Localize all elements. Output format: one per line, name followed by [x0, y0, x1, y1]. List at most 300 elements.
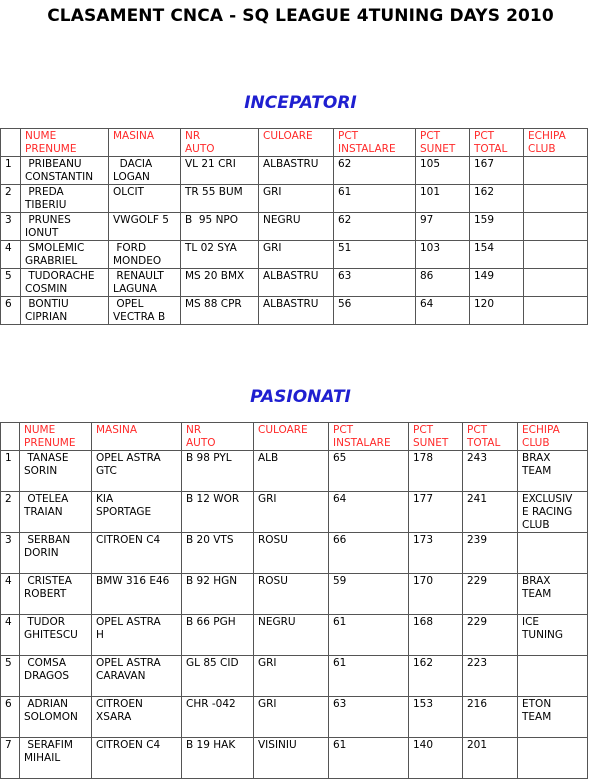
table-cell [92, 615, 182, 656]
table-cell [92, 656, 182, 697]
cell-line: BONTIU [25, 298, 69, 310]
cell-line [96, 437, 177, 450]
cell-line: 101 [420, 186, 441, 198]
cell-line: SUNET [420, 143, 456, 155]
cell-line [186, 724, 249, 737]
cell-line [263, 143, 329, 156]
cell-line: ROSU [258, 534, 288, 546]
cell-line: CITROEN [96, 698, 143, 710]
cell-line: 167 [474, 158, 495, 170]
cell-line: GRI [258, 493, 277, 505]
cell-line: ALBASTRU [263, 298, 319, 310]
cell-line: 229 [467, 616, 488, 628]
cell-line: TEAM [522, 588, 552, 600]
cell-line: TUNING [522, 629, 564, 641]
cell-line [24, 601, 87, 614]
cell-line [413, 519, 458, 532]
cell-line [24, 560, 87, 573]
table-cell [524, 241, 588, 269]
table-row [1, 213, 588, 241]
cell-line [96, 560, 177, 573]
cell-line: B 20 VTS [186, 534, 234, 546]
table-cell [21, 269, 109, 297]
cell-line: TANASE [24, 452, 69, 464]
cell-line: 154 [474, 242, 495, 254]
cell-line [5, 711, 15, 724]
table-cell [518, 492, 588, 533]
table-cell [109, 213, 181, 241]
table-cell [254, 451, 329, 492]
cell-line: 2 [5, 493, 12, 505]
cell-line [528, 283, 583, 296]
cell-line: 7 [5, 739, 12, 751]
cell-line: SMOLEMIC [25, 242, 85, 254]
column-header [259, 129, 334, 157]
cell-line [96, 752, 177, 765]
cell-line [5, 478, 15, 491]
table-cell [109, 297, 181, 325]
cell-line [113, 143, 176, 156]
cell-line: PRENUME [24, 437, 76, 449]
cell-line [333, 642, 404, 655]
table-cell [329, 656, 409, 697]
cell-line [522, 642, 583, 655]
cell-line [333, 670, 404, 683]
cell-line [258, 642, 324, 655]
cell-line: GTC [96, 465, 117, 477]
cell-line [186, 588, 249, 601]
cell-line [333, 506, 404, 519]
table-cell [20, 533, 92, 574]
cell-line [5, 642, 15, 655]
cell-line [528, 298, 583, 311]
cell-line: H [96, 629, 104, 641]
cell-line [5, 255, 16, 268]
cell-line [522, 739, 583, 752]
cell-line: 4 [5, 575, 12, 587]
cell-line [5, 437, 15, 450]
cell-line: B 92 HGN [186, 575, 238, 587]
table-cell [463, 533, 518, 574]
cell-line [474, 311, 519, 324]
cell-line: AUTO [185, 143, 215, 155]
column-header [1, 129, 21, 157]
column-header [409, 423, 463, 451]
cell-line: NUME [24, 424, 56, 436]
cell-line: ADRIAN [24, 698, 69, 710]
cell-line [258, 547, 324, 560]
table-cell [259, 157, 334, 185]
table-cell [109, 157, 181, 185]
table-row [1, 269, 588, 297]
cell-line: XSARA [96, 711, 132, 723]
cell-line [5, 588, 15, 601]
cell-line: 56 [338, 298, 352, 310]
cell-line: SOLOMON [24, 711, 78, 723]
cell-line [467, 465, 513, 478]
cell-line: BMW 316 E46 [96, 575, 170, 587]
cell-line: 159 [474, 214, 495, 226]
cell-line [5, 199, 16, 212]
cell-line [185, 255, 254, 268]
table-cell [1, 615, 20, 656]
cell-line [186, 478, 249, 491]
cell-line [474, 171, 519, 184]
cell-line: TOTAL [474, 143, 508, 155]
table-cell [254, 656, 329, 697]
column-header [20, 423, 92, 451]
cell-line [96, 683, 177, 696]
cell-line: CULOARE [263, 130, 313, 142]
cell-line: TR 55 BUM [185, 186, 243, 198]
table-cell [1, 738, 20, 779]
cell-line: CRISTEA [24, 575, 72, 587]
column-header [92, 423, 182, 451]
table-cell [259, 297, 334, 325]
cell-line: DRAGOS [24, 670, 70, 682]
cell-line: MASINA [113, 130, 155, 142]
cell-line: OPEL ASTRA [96, 657, 161, 669]
table-cell [329, 492, 409, 533]
cell-line [96, 601, 177, 614]
cell-line: ETON [522, 698, 552, 710]
cell-line [5, 311, 16, 324]
cell-line: B 12 WOR [186, 493, 240, 505]
cell-line [522, 560, 583, 573]
cell-line: GRI [263, 186, 282, 198]
cell-line [186, 506, 249, 519]
cell-line: 170 [413, 575, 434, 587]
cell-line: CONSTANTIN [25, 171, 94, 183]
cell-line: 223 [467, 657, 488, 669]
cell-line [333, 560, 404, 573]
table-cell [20, 492, 92, 533]
cell-line [258, 629, 324, 642]
column-header [329, 423, 409, 451]
cell-line: 1 [5, 452, 12, 464]
table-cell [92, 451, 182, 492]
cell-line [528, 242, 583, 255]
cell-line [113, 199, 176, 212]
table-cell [92, 738, 182, 779]
cell-line: NUME [25, 130, 57, 142]
table-cell [20, 615, 92, 656]
cell-line: 64 [333, 493, 347, 505]
cell-line: INSTALARE [333, 437, 391, 449]
cell-line [258, 465, 324, 478]
cell-line: 65 [333, 452, 347, 464]
cell-line: TUDOR [24, 616, 66, 628]
cell-line: 51 [338, 242, 352, 254]
cell-line [467, 547, 513, 560]
cell-line: INSTALARE [338, 143, 396, 155]
cell-line: 61 [333, 657, 347, 669]
cell-line [258, 588, 324, 601]
table-row [1, 533, 588, 574]
table-cell [259, 241, 334, 269]
cell-line [522, 724, 583, 737]
cell-line [522, 601, 583, 614]
cell-line [413, 560, 458, 573]
cell-line [5, 601, 15, 614]
cell-line: CLUB [528, 143, 556, 155]
cell-line: 241 [467, 493, 488, 505]
cell-line: B 98 PYL [186, 452, 232, 464]
cell-line [186, 752, 249, 765]
cell-line: TRAIAN [24, 506, 63, 518]
table-cell [259, 269, 334, 297]
cell-line: 239 [467, 534, 488, 546]
cell-line [258, 670, 324, 683]
table-cell [181, 157, 259, 185]
column-header [1, 423, 20, 451]
cell-line: PCT [467, 424, 488, 436]
table-cell [21, 213, 109, 241]
table-cell [181, 297, 259, 325]
cell-line: 173 [413, 534, 434, 546]
cell-line: MASINA [96, 424, 138, 436]
cell-line [420, 283, 465, 296]
cell-line [5, 227, 16, 240]
table-cell [254, 574, 329, 615]
table-cell [1, 697, 20, 738]
table-cell [409, 697, 463, 738]
table-cell [21, 297, 109, 325]
cell-line: SORIN [24, 465, 58, 477]
table-cell [463, 738, 518, 779]
table-cell [518, 533, 588, 574]
cell-line [24, 519, 87, 532]
cell-line: VL 21 CRI [185, 158, 236, 170]
cell-line [522, 534, 583, 547]
cell-line [24, 642, 87, 655]
table-cell [259, 213, 334, 241]
cell-line [467, 642, 513, 655]
table-cell [254, 615, 329, 656]
cell-line [467, 519, 513, 532]
cell-line: BRAX [522, 452, 551, 464]
table-cell [1, 269, 21, 297]
table-cell [92, 697, 182, 738]
cell-line: EXCLUSIV [522, 493, 573, 505]
table-row [1, 297, 588, 325]
table-cell [518, 615, 588, 656]
cell-line [467, 765, 513, 778]
table-cell [21, 241, 109, 269]
table-cell [463, 615, 518, 656]
table-cell [109, 241, 181, 269]
table-cell [21, 185, 109, 213]
column-header [21, 129, 109, 157]
cell-line [5, 143, 16, 156]
cell-line [413, 752, 458, 765]
cell-line: 4 [5, 242, 12, 254]
table-cell [1, 451, 20, 492]
cell-line [528, 270, 583, 283]
column-header [181, 129, 259, 157]
column-header [518, 423, 588, 451]
section-title-pasionati: PASIONATI [250, 387, 351, 407]
table-header-row [1, 129, 588, 157]
cell-line: OPEL ASTRA [96, 452, 161, 464]
table-cell [182, 533, 254, 574]
cell-line [263, 311, 329, 324]
cell-line [258, 711, 324, 724]
cell-line: 66 [333, 534, 347, 546]
table-cell [334, 269, 416, 297]
cell-line [263, 199, 329, 212]
table-cell [416, 213, 470, 241]
cell-line [333, 519, 404, 532]
cell-line [413, 683, 458, 696]
table-row [1, 451, 588, 492]
table-cell [329, 697, 409, 738]
table-cell [470, 157, 524, 185]
cell-line: SERAFIM [24, 739, 73, 751]
cell-line [474, 283, 519, 296]
cell-line [413, 724, 458, 737]
table-cell [1, 213, 21, 241]
table-cell [92, 574, 182, 615]
cell-line: TL 02 SYA [185, 242, 237, 254]
cell-line: 5 [5, 270, 12, 282]
cell-line: 61 [333, 739, 347, 751]
table-cell [470, 213, 524, 241]
table-row [1, 185, 588, 213]
cell-line [413, 547, 458, 560]
table-cell [182, 656, 254, 697]
cell-line: 105 [420, 158, 441, 170]
cell-line [522, 670, 583, 683]
table-row [1, 615, 588, 656]
cell-line [420, 311, 465, 324]
table-cell [1, 533, 20, 574]
column-header [470, 129, 524, 157]
cell-line: ROSU [258, 575, 288, 587]
cell-line: 62 [338, 158, 352, 170]
cell-line: 162 [413, 657, 434, 669]
cell-line: ALB [258, 452, 279, 464]
table-cell [518, 451, 588, 492]
cell-line: ECHIPA [522, 424, 560, 436]
cell-line [413, 765, 458, 778]
cell-line [522, 752, 583, 765]
cell-line: 153 [413, 698, 434, 710]
section-title-incepatori: INCEPATORI [244, 93, 357, 113]
cell-line: VWGOLF 5 [113, 214, 169, 226]
cell-line [522, 547, 583, 560]
cell-line: MS 88 CPR [185, 298, 242, 310]
cell-line [528, 255, 583, 268]
cell-line [467, 711, 513, 724]
cell-line [186, 683, 249, 696]
cell-line: PRUNES [25, 214, 71, 226]
table-cell [334, 241, 416, 269]
table-cell [416, 297, 470, 325]
cell-line: ALBASTRU [263, 158, 319, 170]
cell-line: 178 [413, 452, 434, 464]
cell-line: SPORTAGE [96, 506, 152, 518]
cell-line [338, 255, 411, 268]
table-cell [181, 269, 259, 297]
cell-line [413, 506, 458, 519]
cell-line: 4 [5, 616, 12, 628]
table-cell [463, 574, 518, 615]
cell-line: IONUT [25, 227, 59, 239]
cell-line [474, 199, 519, 212]
cell-line [5, 424, 15, 437]
table-cell [518, 738, 588, 779]
cell-line: ECHIPA [528, 130, 566, 142]
table-cell [20, 451, 92, 492]
table-cell [254, 492, 329, 533]
cell-line [186, 642, 249, 655]
table-cell [416, 185, 470, 213]
table-cell [20, 574, 92, 615]
cell-line [5, 670, 15, 683]
cell-line [258, 601, 324, 614]
cell-line [186, 547, 249, 560]
table-cell [181, 213, 259, 241]
cell-line: PCT [338, 130, 359, 142]
table-cell [181, 241, 259, 269]
cell-line [413, 601, 458, 614]
cell-line: PCT [474, 130, 495, 142]
cell-line [96, 642, 177, 655]
cell-line: 64 [420, 298, 434, 310]
cell-line [186, 711, 249, 724]
cell-line [333, 547, 404, 560]
cell-line [522, 657, 583, 670]
cell-line [5, 752, 15, 765]
cell-line [420, 255, 465, 268]
table-cell [1, 574, 20, 615]
table-cell [524, 297, 588, 325]
cell-line [263, 255, 329, 268]
cell-line [338, 171, 411, 184]
cell-line [333, 724, 404, 737]
table-cell [181, 185, 259, 213]
table-cell [182, 738, 254, 779]
cell-line [185, 199, 254, 212]
table-row [1, 738, 588, 779]
cell-line [24, 765, 87, 778]
cell-line [186, 670, 249, 683]
cell-line [5, 171, 16, 184]
table-row [1, 492, 588, 533]
cell-line: 140 [413, 739, 434, 751]
cell-line [185, 311, 254, 324]
cell-line [258, 765, 324, 778]
cell-line: 61 [338, 186, 352, 198]
table-cell [416, 269, 470, 297]
cell-line [528, 186, 583, 199]
cell-line: PCT [333, 424, 354, 436]
cell-line [338, 227, 411, 240]
cell-line: PRENUME [25, 143, 77, 155]
table-cell [524, 185, 588, 213]
table-cell [92, 492, 182, 533]
cell-line [338, 283, 411, 296]
cell-line: 97 [420, 214, 434, 226]
table-cell [109, 185, 181, 213]
cell-line [467, 560, 513, 573]
cell-line: SUNET [413, 437, 449, 449]
cell-line: 149 [474, 270, 495, 282]
table-cell [416, 157, 470, 185]
table-cell [182, 574, 254, 615]
cell-line: 216 [467, 698, 488, 710]
